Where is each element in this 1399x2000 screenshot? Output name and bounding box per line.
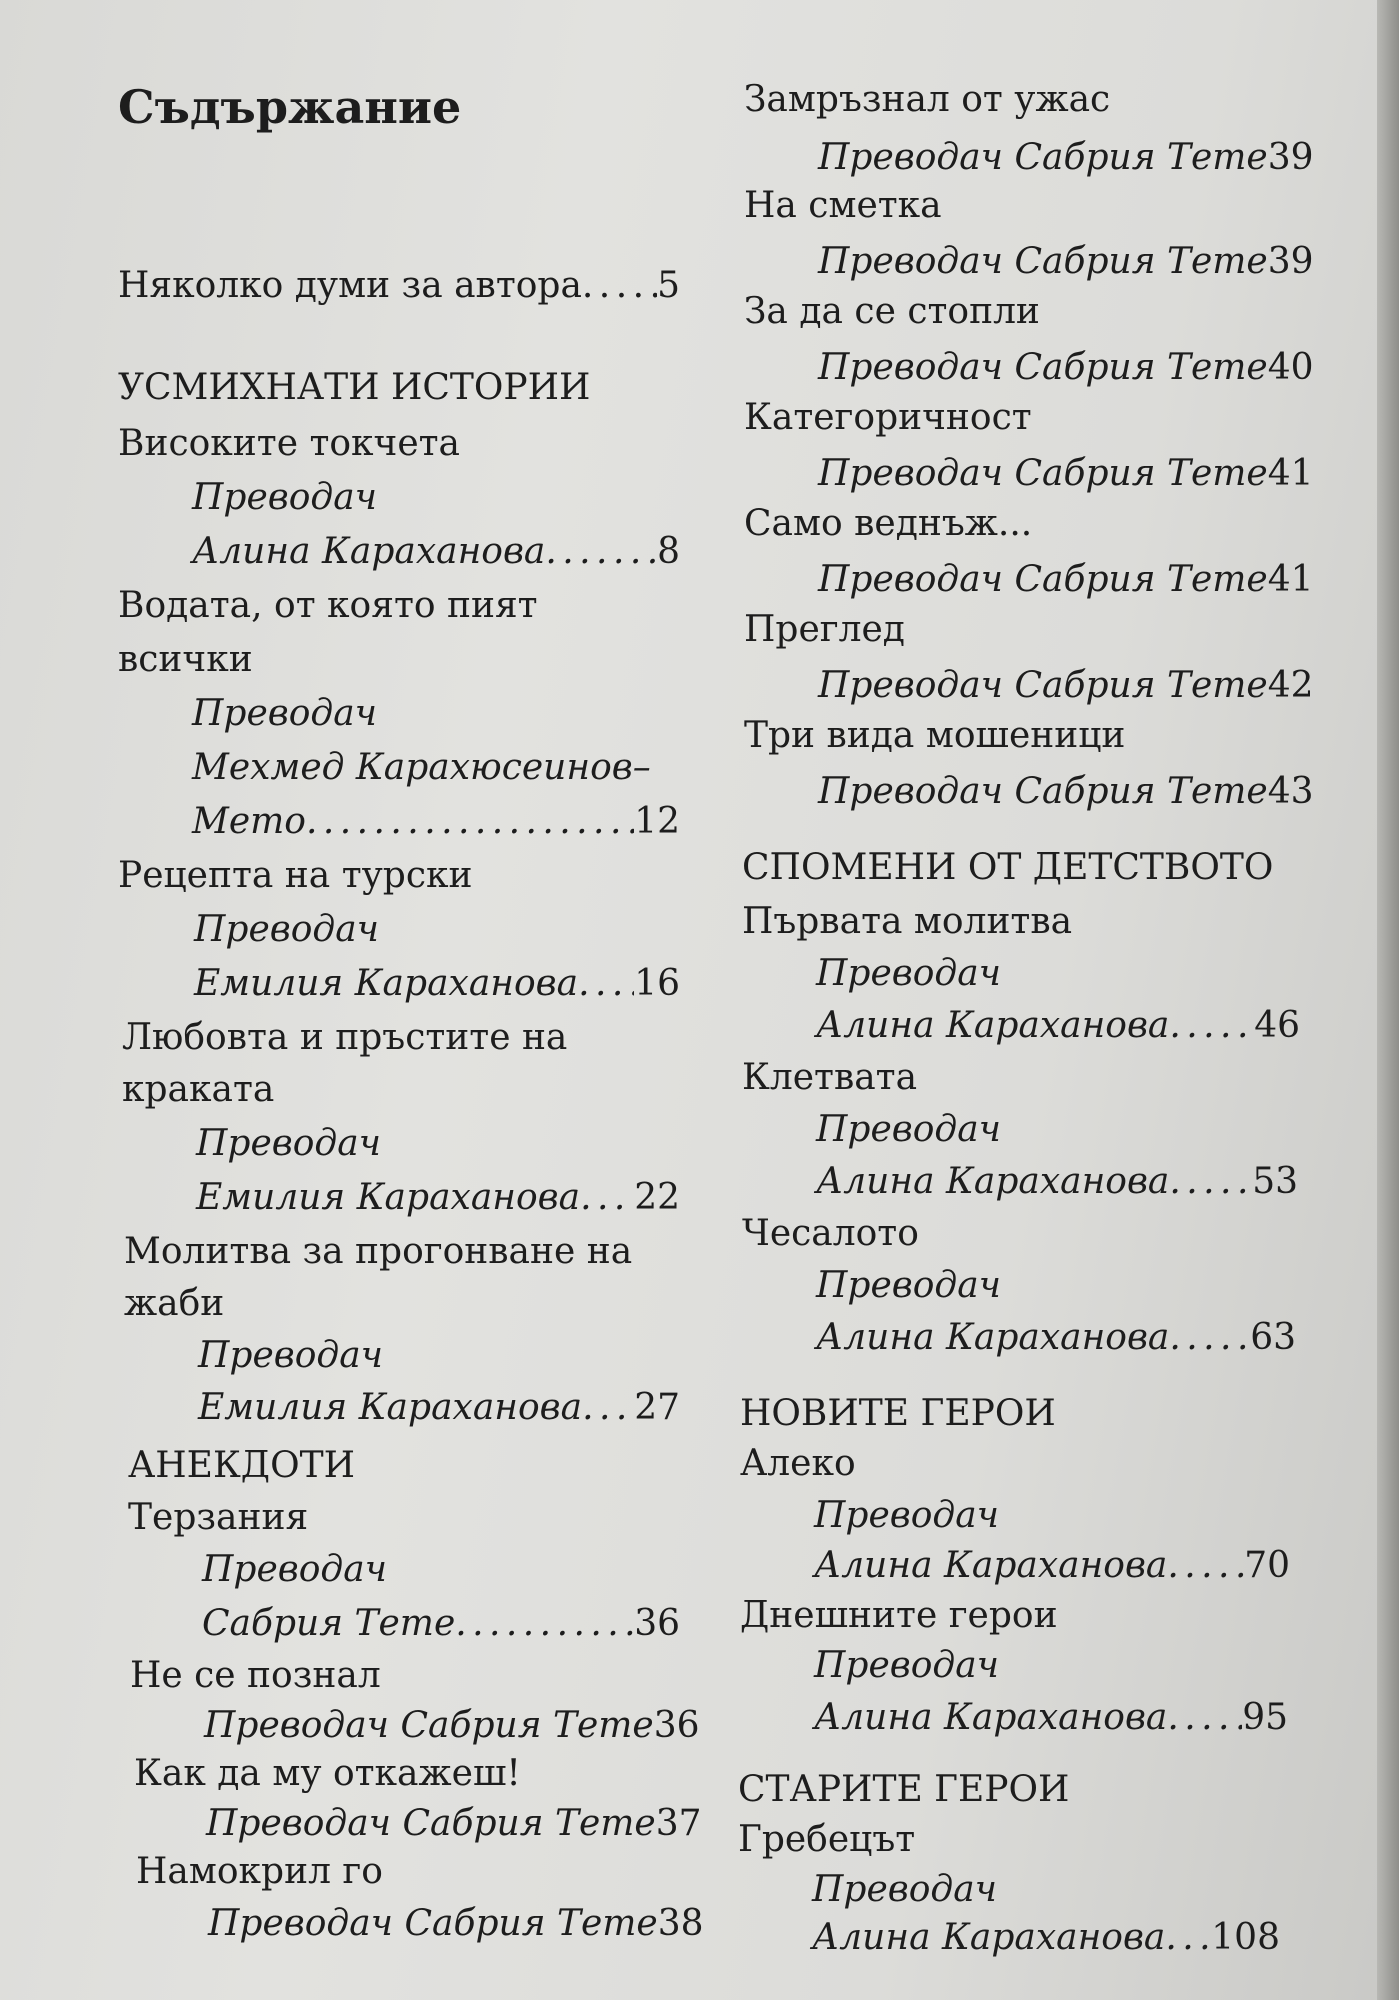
leader-dots [1169,1158,1252,1206]
toc-translator-label: Преводач [192,477,378,518]
toc-entry-line [814,1694,1288,1742]
toc-entry-line [818,134,1314,182]
toc-translator-name: Емилия Караханова [198,1387,583,1428]
toc-page-number: 53 [1252,1161,1298,1202]
toc-page-number: 43 [1267,771,1314,812]
toc-translator-name: Емилия Караханова [194,963,579,1004]
leader-dots [582,1384,634,1432]
leader-dots [1167,1542,1244,1590]
toc-entry-title: Намокрил го [136,1851,383,1892]
leader-dots [1169,1314,1250,1362]
toc-translator-name: Алина Караханова [816,1005,1170,1046]
toc-translator-name: Мехмед Карахюсеинов– [192,747,651,788]
toc-entry-line [812,1914,1280,1962]
toc-page-number: 42 [1267,665,1314,706]
toc-entry-title: Преглед [744,609,905,650]
page-title: Съдържание [118,80,462,134]
toc-entry-line [206,1800,702,1848]
toc-translator-name: Алина Караханова [814,1697,1168,1738]
toc-translator-name: Сабрия Тете [202,1603,456,1644]
toc-entry-line [818,556,1314,604]
toc-entry-line [818,238,1314,286]
toc-entry-title-cont: жаби [124,1283,225,1324]
toc-entry-title: Не се познал [130,1655,381,1696]
toc-page-number: 12 [634,801,680,842]
toc-entry-title: Как да му откажеш! [134,1753,521,1794]
toc-entry-title: Високите токчета [118,423,461,464]
toc-translator: Преводач Сабрия Тете [818,453,1268,494]
toc-entry-line [204,1702,700,1750]
toc-entry-line [818,344,1314,392]
toc-translator: Преводач Сабрия Тете [208,1903,658,1944]
toc-page-number: 36 [653,1705,700,1746]
toc-translator: Преводач Сабрия Тете [818,771,1268,812]
toc-page-number: 8 [657,531,680,572]
leader-dots [455,1600,634,1648]
toc-page-number: 41 [1267,453,1314,494]
toc-entry-line [202,1600,680,1648]
toc-entry-line [816,1002,1300,1050]
toc-entry-title: Категоричност [744,397,1032,438]
toc-entry-title: Няколко думи за автора [118,265,582,306]
toc-page-number: 5 [657,265,680,306]
toc-page-number: 36 [634,1603,680,1644]
toc-entry-title: Водата, от която пият [118,585,538,626]
book-spine-shadow [1377,0,1399,2000]
toc-entry-title: Днешните герои [740,1595,1058,1636]
section-heading: АНЕКДОТИ [128,1445,355,1486]
toc-entry-title: На сметка [744,185,942,226]
leader-dots [545,528,657,576]
toc-translator: Преводач Сабрия Тете [818,665,1268,706]
toc-translator: Преводач Сабрия Тете [204,1705,654,1746]
toc-page-number: 70 [1244,1545,1290,1586]
leader-dots [306,798,634,846]
toc-entry-title: Рецепта на турски [118,855,473,896]
leader-dots [1167,1694,1242,1742]
toc-translator-label: Преводач [812,1869,998,1910]
toc-page-number: 95 [1242,1697,1288,1738]
toc-translator: Преводач Сабрия Тете [818,241,1268,282]
toc-page-number: 39 [1267,241,1314,282]
toc-translator-label: Преводач [198,1335,384,1376]
toc-entry-line [818,450,1314,498]
section-heading: СТАРИТЕ ГЕРОИ [738,1769,1070,1810]
toc-translator: Преводач Сабрия Тете [206,1803,656,1844]
toc-translator-name: Алина Караханова [816,1317,1170,1358]
toc-entry-title: Само веднъж... [744,503,1033,544]
toc-page-number: 108 [1211,1917,1280,1958]
toc-page-number: 22 [634,1177,680,1218]
toc-page-number: 37 [655,1803,702,1844]
toc-entry-title: За да се стопли [744,291,1040,332]
toc-entry-title: Молитва за прогонване на [124,1231,633,1272]
toc-translator-label: Преводач [194,909,380,950]
toc-translator: Преводач Сабрия Тете [818,137,1268,178]
toc-translator-name: Алина Караханова [192,531,546,572]
toc-translator-label: Преводач [814,1645,1000,1686]
leader-dots [582,262,657,310]
toc-entry-line [814,1542,1290,1590]
toc-entry-title: Терзания [128,1497,309,1538]
section-heading: УСМИХНАТИ ИСТОРИИ [118,367,591,408]
toc-entry-title: Алеко [740,1443,856,1484]
toc-entry-line [208,1900,704,1948]
toc-translator-label: Преводач [816,1265,1002,1306]
toc-translator: Преводач Сабрия Тете [818,347,1268,388]
toc-entry-line [198,1384,680,1432]
toc-translator-name: Емилия Караханова [196,1177,581,1218]
toc-translator-label: Преводач [816,953,1002,994]
toc-entry-title-cont: краката [122,1069,275,1110]
toc-entry-line [192,798,680,846]
leader-dots [1165,1914,1211,1962]
toc-page-number: 27 [634,1387,680,1428]
toc-entry-line [192,528,680,576]
toc-entry-title-cont: всички [118,639,253,680]
toc-entry-line [816,1314,1296,1362]
toc-translator: Преводач Сабрия Тете [818,559,1268,600]
toc-entry-title: Клетвата [742,1057,918,1098]
toc-translator-label: Преводач [816,1109,1002,1150]
toc-entry-line [196,1174,680,1222]
toc-entry-title: Замръзнал от ужас [744,79,1111,120]
toc-translator-label: Преводач [192,693,378,734]
toc-page-number: 38 [657,1903,704,1944]
section-heading: НОВИТЕ ГЕРОИ [740,1393,1056,1434]
toc-entry-title: Първата молитва [742,901,1073,942]
leader-dots [578,960,634,1008]
section-heading: СПОМЕНИ ОТ ДЕТСТВОТО [742,847,1274,888]
toc-translator-label: Преводач [202,1549,388,1590]
toc-entry-title: Любовта и пръстите на [122,1017,568,1058]
toc-entry-line [818,662,1314,710]
toc-translator-name-cont: Мето [192,801,306,842]
leader-dots [1169,1002,1254,1050]
toc-entry-line [816,1158,1298,1206]
toc-page-number: 46 [1254,1005,1300,1046]
toc-page-number: 39 [1267,137,1314,178]
toc-translator-name: Алина Караханова [812,1917,1166,1958]
toc-entry-intro [118,262,680,310]
toc-translator-label: Преводач [814,1495,1000,1536]
toc-translator-name: Алина Караханова [814,1545,1168,1586]
toc-translator-name: Алина Караханова [816,1161,1170,1202]
toc-entry-title: Гребецът [738,1819,916,1860]
toc-translator-label: Преводач [196,1123,382,1164]
leader-dots [580,1174,634,1222]
toc-entry-line [818,768,1314,816]
toc-entry-line [194,960,680,1008]
toc-page-number: 63 [1250,1317,1296,1358]
toc-page-number: 41 [1267,559,1314,600]
toc-page-number: 16 [634,963,680,1004]
toc-entry-title: Чесалото [742,1213,919,1254]
toc-page-number: 40 [1267,347,1314,388]
toc-entry-title: Три вида мошеници [744,715,1126,756]
